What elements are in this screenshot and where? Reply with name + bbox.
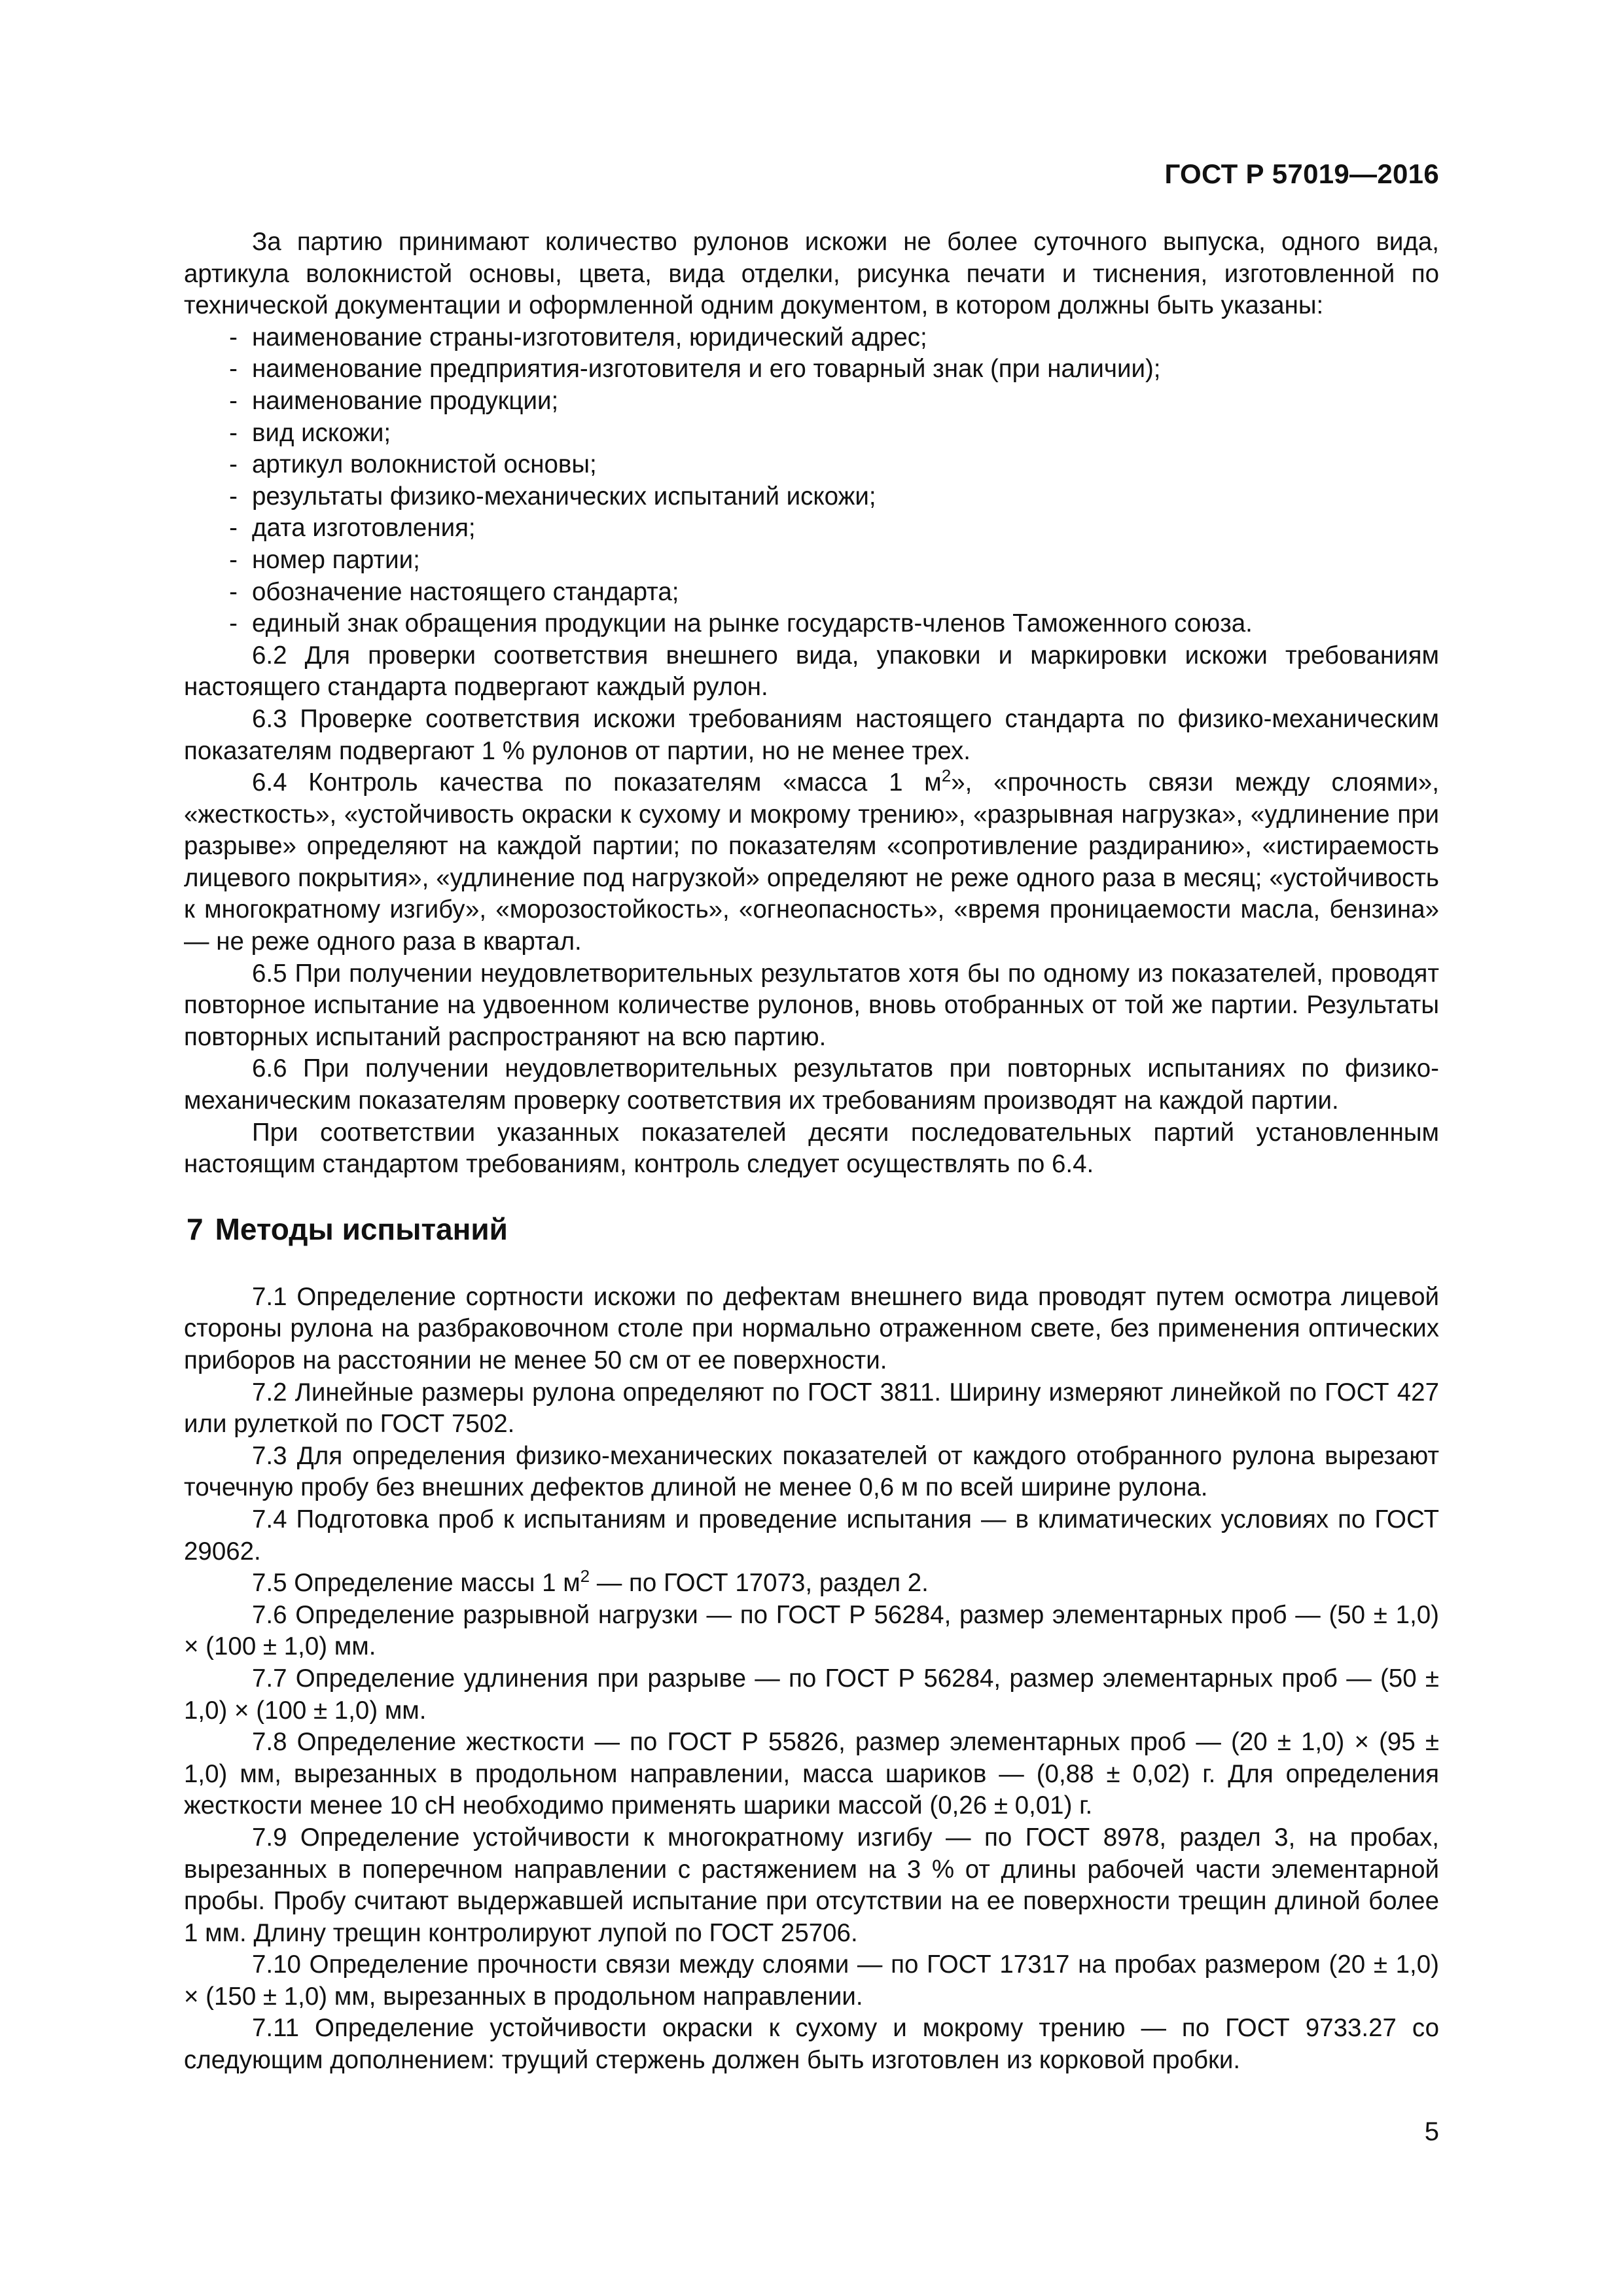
section-heading-test-methods [184,1210,1439,1249]
document-code-header: ГОСТ Р 57019—2016 [1164,158,1439,189]
list-item: - единый знак обращения продукции на рынке государств-членов Таможенного союза. [184,608,1439,640]
batch-document-requirements-list [184,322,1439,640]
paragraph-batch-definition: За партию принимают количество рулонов искожи не более суточного выпуска, одного вида, артикула волокнистой основы, цвета, вида отделки, рисунка печати и тиснения, изготовленной по технической документации и оформленной одним документом, в котором должны быть указаны: [184,228,1439,320]
section-title: Методы испытаний [215,1211,508,1246]
list-item: - наименование страны-изготовителя, юридический адрес; [184,322,1439,354]
paragraph-6-6-continuation: При соответствии указанных показателей десяти последовательных партий установленным настоящим стандартом требованиям, контроль следует осуществлять по 6.4. [184,1118,1439,1179]
paragraph-6-2: 6.2 Для проверки соответствия внешнего вида, упаковки и маркировки искожи требованиям настоящего стандарта подвергают каждый рулон. [184,641,1439,702]
paragraph-7-6: 7.6 Определение разрывной нагрузки — по ГОСТ Р 56284, размер элементарных проб — (50 ± 1,0) × (100 ± 1,0) мм. [184,1600,1439,1661]
list-item: - дата изготовления; [184,512,1439,545]
list-item: - наименование продукции; [184,386,1439,418]
section-number: 7 [187,1211,204,1246]
paragraph-7-5: 7.5 Определение массы 1 $м^2$ — по ГОСТ 17073, раздел 2. [252,1566,929,1598]
list-item: - обозначение настоящего стандарта; [184,577,1439,609]
paragraph-6-3: 6.3 Проверке соответствия искожи требованиям настоящего стандарта по физико-механическим показателям подвергают 1 % рулонов от партии, но не менее трех. [184,704,1439,765]
paragraph-7-3: 7.3 Для определения физико-механических показателей от каждого отобранного рулона вырезают точечную пробу без внешних дефектов длиной не менее 0,6 м по всей ширине рулона. [184,1441,1439,1502]
page-number: 5 [1424,2117,1439,2146]
list-item: - результаты физико-механических испытаний искожи; [184,481,1439,513]
paragraph-6-4: 6.4 Контроль качества по показателям «масса 1 $м^2$», «прочность связи между слоями», «жесткость», «устойчивость окраски к сухому и мокрому трению», «разрывная нагрузка», «удлинение при разрыве» определяют на каждой партии; по показателям «сопротивление раздиранию», «истираемость лицевого покрытия», «удлинение под нагрузкой» определяют не реже одного раза в месяц; «устойчивость к многократному изгибу», «морозостойкость», «огнеопасность», «время проницаемости масла, бензина» — не реже одного раза в квартал. [184,766,1439,956]
paragraph-7-4: 7.4 Подготовка проб к испытаниям и проведение испытания — в климатических условиях по ГОСТ 29062. [184,1505,1439,1566]
paragraph-7-10: 7.10 Определение прочности связи между слоями — по ГОСТ 17317 на пробах размером (20 ± 1,0) × (150 ± 1,0) мм, вырезанных в продольном направлении. [184,1950,1439,2011]
paragraph-7-1: 7.1 Определение сортности искожи по дефектам внешнего вида проводят путем осмотра лицевой стороны рулона на разбраковочном столе при нормально отраженном свете, без применения оптических приборов на расстоянии не менее 50 см от ее поверхности. [184,1282,1439,1374]
document-body [184,226,1439,2077]
list-item: - номер партии; [184,545,1439,577]
paragraph-7-9: 7.9 Определение устойчивости к многократному изгибу — по ГОСТ 8978, раздел 3, на пробах, вырезанных в поперечном направлении с растяжением на 3 % от длины рабочей части элементарной пробы. Пробу считают выдержавшей испытание при отсутствии на ее поверхности трещин длиной более 1 мм. Длину трещин контролируют лупой по ГОСТ 25706. [184,1823,1439,1947]
paragraph-7-2: 7.2 Линейные размеры рулона определяют по ГОСТ 3811. Ширину измеряют линейкой по ГОСТ 427 или рулеткой по ГОСТ 7502. [184,1378,1439,1439]
list-item: - вид искожи; [184,418,1439,450]
paragraph-7-7: 7.7 Определение удлинения при разрыве — по ГОСТ Р 56284, размер элементарных проб — (50 ± 1,0) × (100 ± 1,0) мм. [184,1664,1439,1725]
list-item: - артикул волокнистой основы; [184,449,1439,481]
list-item: - наименование предприятия-изготовителя и его товарный знак (при наличии); [184,353,1439,386]
paragraph-6-5: 6.5 При получении неудовлетворительных результатов хотя бы по одному из показателей, проводят повторное испытание на удвоенном количестве рулонов, вновь отобранных от той же партии. Результаты повторных испытаний распространяют на всю партию. [184,959,1439,1051]
paragraph-7-8: 7.8 Определение жесткости — по ГОСТ Р 55826, размер элементарных проб — (20 ± 1,0) × (95 ± 1,0) мм, вырезанных в продольном направлении, масса шариков — (0,88 ± 0,02) г. Для определения жесткости менее 10 сН необходимо применять шарики массой (0,26 ± 0,01) г. [184,1728,1439,1820]
paragraph-6-6: 6.6 При получении неудовлетворительных результатов при повторных испытаниях по физико-механическим показателям проверку соответствия их требованиям производят на каждой партии. [184,1054,1439,1115]
paragraph-7-11: 7.11 Определение устойчивости окраски к сухому и мокрому трению — по ГОСТ 9733.27 со следующим дополнением: трущий стержень должен быть изготовлен из корковой пробки. [184,2014,1439,2075]
